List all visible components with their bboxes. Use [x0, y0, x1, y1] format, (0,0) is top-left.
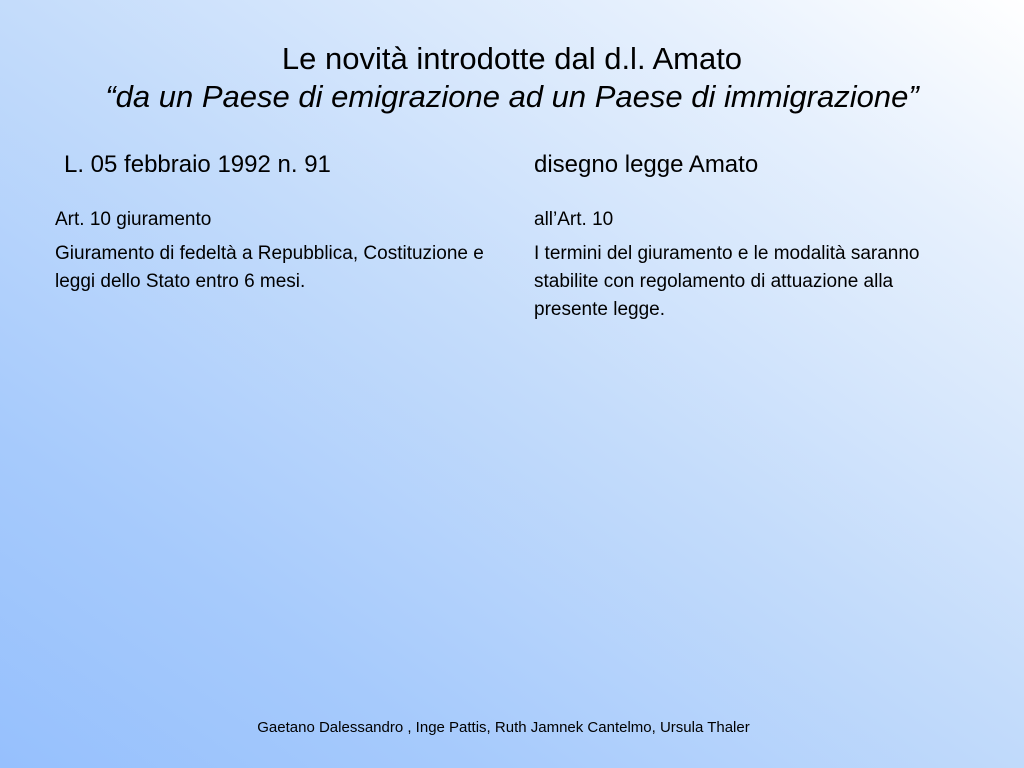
- slide-title: [0, 40, 1024, 116]
- left-column-body: [55, 206, 495, 302]
- right-column-heading: disegno legge Amato: [534, 151, 759, 178]
- left-column-text: Giuramento di fedeltà a Repubblica, Costituzione e leggi dello Stato entro 6 mesi.: [55, 243, 484, 292]
- footer-authors: Gaetano Dalessandro , Inge Pattis, Ruth Jamnek Cantelmo, Ursula Thaler: [257, 719, 750, 736]
- right-column-body: [534, 206, 954, 330]
- left-column-heading: L. 05 febbraio 1992 n. 91: [64, 151, 331, 178]
- title-subtitle: “da un Paese di emigrazione ad un Paese di immigrazione”: [105, 79, 919, 114]
- right-column-article: all’Art. 10: [534, 209, 614, 230]
- right-column-text: I termini del giuramento e le modalità saranno stabilite con regolamento di attuazione alla presente legge.: [534, 243, 920, 320]
- left-column-article: Art. 10 giuramento: [55, 209, 212, 230]
- title-main: Le novità introdotte dal d.l. Amato: [281, 41, 743, 76]
